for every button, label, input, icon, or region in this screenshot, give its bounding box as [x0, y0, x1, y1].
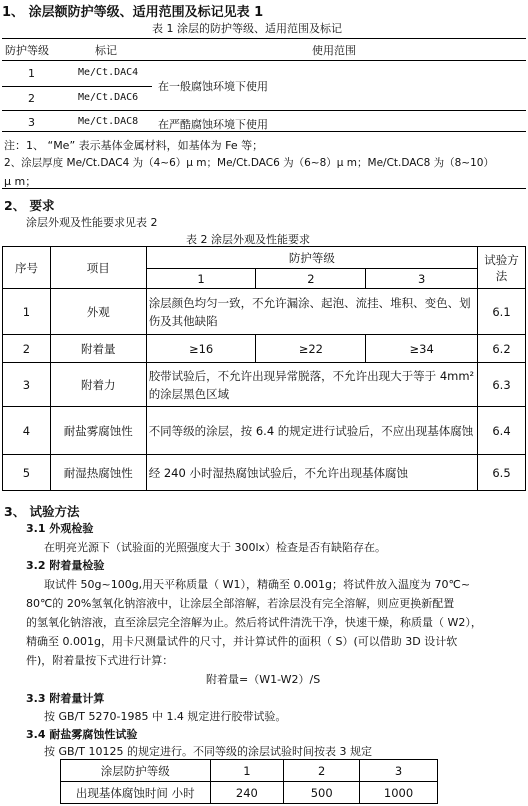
table1-caption: 表 1 涂层的防护等级、适用范围及标记: [152, 22, 342, 35]
table3-hours-2: 500: [284, 782, 360, 804]
table1-header-level: 防护等级: [5, 44, 49, 57]
table2-row5-method: 6.5: [478, 455, 526, 491]
table1-row2-level: 2: [28, 92, 35, 105]
table1-header-scope: 使用范围: [312, 44, 356, 57]
section3-2-line: 80℃的 20%氢氧化钠溶液中，让涂层全部溶解，若涂层没有完全溶解，则应更换新配置: [26, 597, 455, 610]
table1-note2-cont: μ m；: [4, 175, 37, 188]
table-row: [3, 455, 526, 491]
table2-row2-method: 6.2: [478, 335, 526, 363]
table2-row4-item: 耐盐雾腐蚀性: [50, 407, 146, 455]
table1-bottom-rule: [2, 131, 526, 132]
table3-level-1: 1: [210, 760, 284, 782]
table2-row3-method: 6.3: [478, 363, 526, 407]
section3-2-line: 的氢氧化钠溶液，直至涂层完全溶解为止。然后将试件清洗干净，快速干燥，称质量（ W2），: [26, 616, 482, 629]
section3-4-title: 3.4 耐盐雾腐蚀性试验: [26, 728, 138, 741]
table2-header-item: 项目: [50, 247, 146, 289]
section2-heading: 2、 要求: [4, 198, 55, 213]
table3-hours-1: 240: [210, 782, 284, 804]
table3-row-label: 出现基体腐蚀时间 小时: [61, 782, 211, 804]
table1-row1-mark: Me/Ct.DAC4: [78, 67, 139, 78]
table1-row3-mark: Me/Ct.DAC8: [78, 116, 139, 127]
table1-row1-rule: [2, 86, 152, 87]
table2-header-method: 试验方法: [478, 247, 526, 289]
table1-row2-rule: [2, 110, 526, 111]
table2-row5-req: 经 240 小时湿热腐蚀试验后，不允许出现基体腐蚀: [146, 455, 477, 491]
section3-heading: 3、 试验方法: [4, 504, 80, 519]
section2-intro: 涂层外观及性能要求见表 2: [26, 216, 158, 229]
section3-2-line: 精确至 0.001g，用卡尺测量试件的尺寸，并计算试件的面积（ S）(可以借助 3D 设计软: [26, 635, 458, 648]
table2-row1-item: 外观: [50, 289, 146, 335]
section3-1-title: 3.1 外观检验: [26, 522, 94, 535]
table1-row1-level: 1: [28, 67, 35, 80]
table1-header-rule: [2, 60, 526, 61]
table1-note2: 2、涂层厚度 Me/Ct.DAC4 为（4~6）μ m；Me/Ct.DAC6 为（6~8）μ m；Me/Ct.DAC8 为（8~10）: [4, 157, 494, 169]
table3-header-label: 涂层防护等级: [61, 760, 211, 782]
table2-row2-v2: ≥22: [256, 335, 366, 363]
table-row: [3, 335, 526, 363]
table2-row2-item: 附着量: [50, 335, 146, 363]
table2-header-grade1: 1: [146, 269, 256, 289]
table2-row2-v1: ≥16: [146, 335, 256, 363]
table2-row3-req: 胶带试验后，不允许出现异常脱落，不允许出现大于等于 4mm² 的涂层黑色区域: [146, 363, 477, 407]
table2-header-grade3: 3: [366, 269, 478, 289]
table3-hours-3: 1000: [360, 782, 438, 804]
section3-2-title: 3.2 附着量检验: [26, 559, 105, 572]
table1-row3-level: 3: [28, 116, 35, 129]
table2-header-grade2: 2: [256, 269, 366, 289]
table2-row2-v3: ≥34: [366, 335, 478, 363]
table1-note1: 注：1、 “Me” 表示基体金属材料，如基体为 Fe 等；: [4, 139, 264, 152]
table-row: [3, 407, 526, 455]
table2-header-grade: 防护等级: [146, 247, 477, 269]
table2-row1-req: 涂层颜色均匀一致，不允许漏涂、起泡、流挂、堆积、变色、划伤及其他缺陷: [146, 289, 477, 335]
table2-row4-req: 不同等级的涂层，按 6.4 的规定进行试验后，不应出现基体腐蚀: [146, 407, 477, 455]
section3-3-text: 按 GB/T 5270-1985 中 1.4 规定进行胶带试验。: [44, 710, 287, 723]
table2-row1-method: 6.1: [478, 289, 526, 335]
section3-4-text: 按 GB/T 10125 的规定进行。不同等级的涂层试验时间按表 3 规定: [44, 745, 372, 758]
table2: [2, 246, 526, 491]
table-row: [3, 289, 526, 335]
table1-scope-severe: 在严酷腐蚀环境下使用: [158, 118, 268, 131]
table2-row3-no: 3: [3, 363, 51, 407]
section3-3-title: 3.3 附着量计算: [26, 692, 105, 705]
table1-row2-mark: Me/Ct.DAC6: [78, 92, 139, 103]
table2-row3-item: 附着力: [50, 363, 146, 407]
table2-row1-no: 1: [3, 289, 51, 335]
table2-row5-item: 耐湿热腐蚀性: [50, 455, 146, 491]
table2-caption: 表 2 涂层外观及性能要求: [186, 233, 310, 246]
table2-header-no: 序号: [3, 247, 51, 289]
section3-2-line: 取试件 50g~100g,用天平称质量（ W1），精确至 0.001g；将试件放入温度为 70℃~: [44, 578, 471, 591]
table1-scope-general: 在一般腐蚀环境下使用: [158, 80, 268, 93]
table3: [60, 759, 438, 804]
section3-2-formula: 附着量=（W1-W2）/S: [206, 673, 321, 686]
table3-level-2: 2: [284, 760, 360, 782]
table1-note-rule: [2, 188, 526, 189]
table2-row4-method: 6.4: [478, 407, 526, 455]
table2-row4-no: 4: [3, 407, 51, 455]
table1-top-rule: [2, 38, 526, 39]
table1-header-mark: 标记: [95, 44, 117, 57]
table2-row2-no: 2: [3, 335, 51, 363]
section1-heading: 1、 涂层额防护等级、适用范围及标记见表 1: [2, 5, 264, 20]
table3-level-3: 3: [360, 760, 438, 782]
table2-row5-no: 5: [3, 455, 51, 491]
section3-1-text: 在明亮光源下（试验面的光照强度大于 300lx）检查是否有缺陷存在。: [44, 541, 387, 554]
section3-2-line: 件)，附着量按下式进行计算：: [26, 654, 174, 667]
table-row: [3, 363, 526, 407]
